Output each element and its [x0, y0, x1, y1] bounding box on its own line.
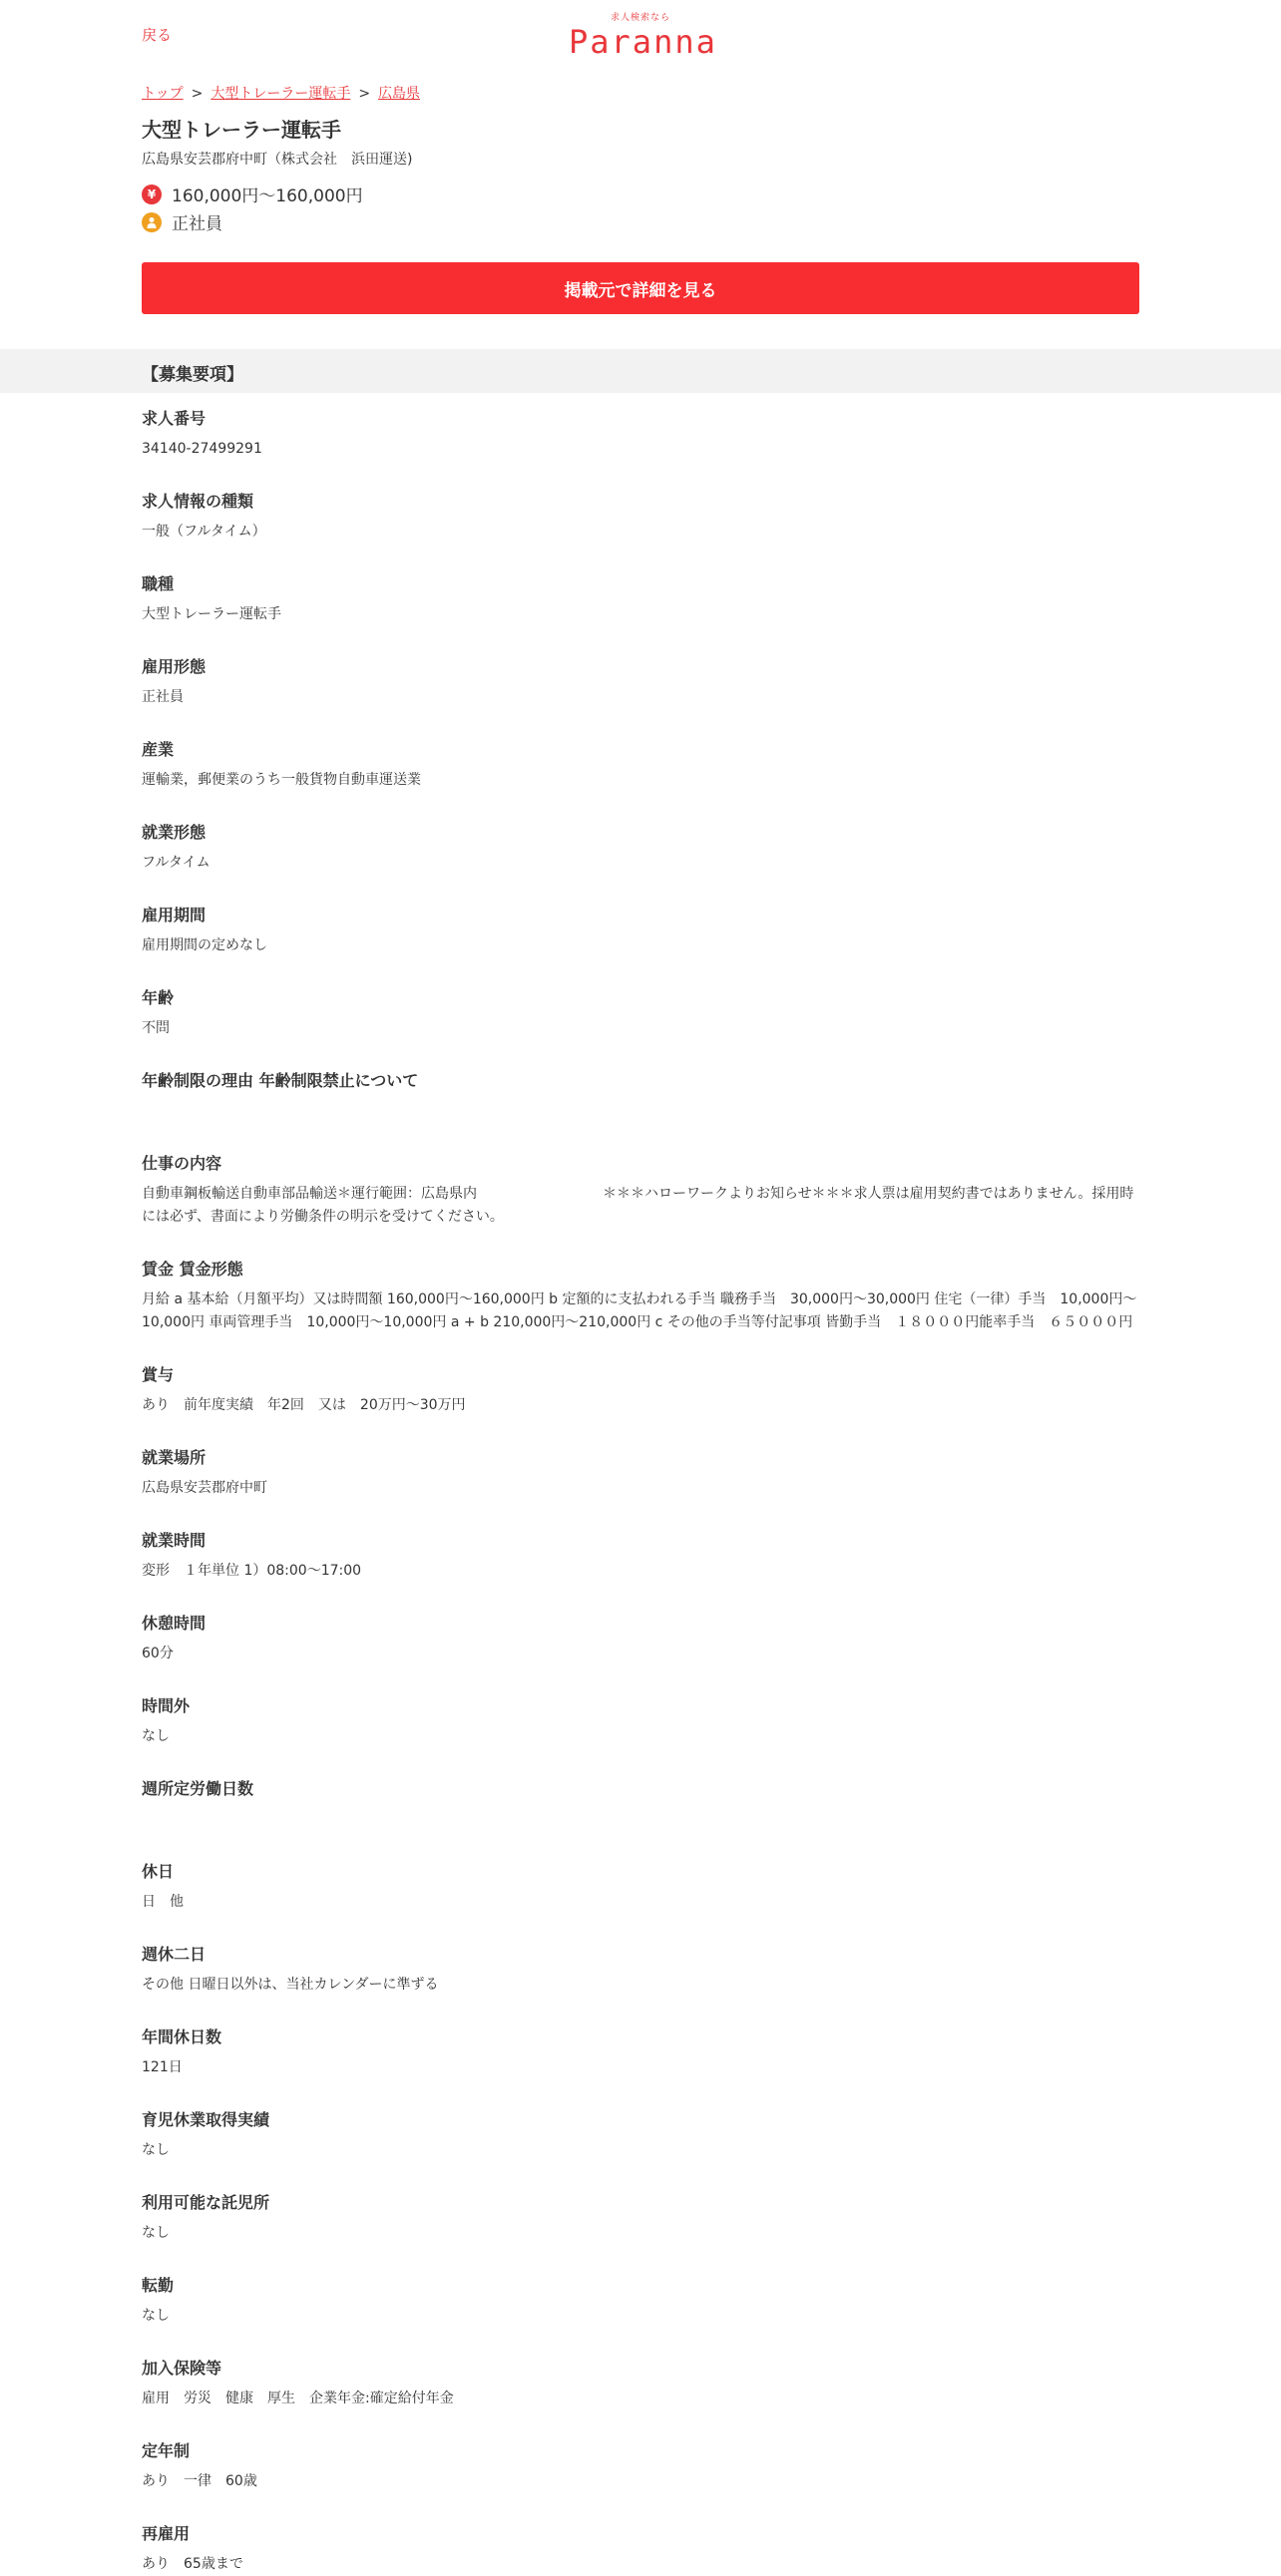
- company-location: 広島県安芸郡府中町（株式会社 浜田運送): [142, 152, 413, 168]
- field-label: 再雇用: [142, 2524, 191, 2543]
- field-label: 定年制: [142, 2441, 191, 2460]
- field-job-number: [142, 407, 1139, 461]
- field-label: 週休二日: [142, 1945, 207, 1964]
- field-insurance: [142, 2357, 1139, 2410]
- field-label: 求人番号: [142, 409, 207, 428]
- field-value: 不問: [142, 1020, 170, 1036]
- field-label: 育児休業取得実績: [142, 2110, 270, 2129]
- field-value: 34140-27499291: [142, 441, 262, 457]
- salary-row: [142, 182, 363, 206]
- field-value: 雇用 労災 健康 厚生 企業年金:確定給付年金: [142, 2391, 454, 2406]
- field-label: 求人情報の種類: [142, 492, 254, 511]
- field-work-style: [142, 821, 1139, 875]
- field-retirement-age: [142, 2439, 1139, 2493]
- field-label: 加入保険等: [142, 2359, 222, 2378]
- field-reemployment: [142, 2522, 1139, 2576]
- field-label: 時間外: [142, 1696, 191, 1715]
- field-label: 休日: [142, 1862, 175, 1881]
- field-label: 休憩時間: [142, 1614, 207, 1633]
- field-value: 日 他: [142, 1894, 184, 1910]
- field-value: 正社員: [142, 689, 184, 705]
- field-daycare: [142, 2191, 1139, 2245]
- breadcrumb-separator: >: [191, 86, 204, 102]
- field-label: 賃金 賃金形態: [142, 1260, 243, 1279]
- field-working-hours: [142, 1529, 1139, 1583]
- field-label: 週所定労働日数: [142, 1779, 254, 1798]
- field-age: [142, 986, 1139, 1040]
- section-title: 【募集要項】: [142, 365, 243, 385]
- back-link[interactable]: 戻る: [142, 26, 173, 44]
- field-break-time: [142, 1612, 1139, 1665]
- field-label: 産業: [142, 740, 175, 759]
- field-value: 60分: [142, 1646, 174, 1661]
- field-value: あり 一律 60歳: [142, 2473, 257, 2489]
- field-label: 賞与: [142, 1365, 175, 1384]
- field-label: 転勤: [142, 2276, 175, 2295]
- employment-row: [142, 209, 222, 234]
- logo-text: Paranna: [569, 23, 717, 61]
- field-holidays: [142, 1860, 1139, 1914]
- field-job-description: [142, 1152, 1139, 1229]
- field-value: あり 前年度実績 年2回 又は 20万円～30万円: [142, 1397, 466, 1413]
- field-value: 変形 １年単位 1）08:00～17:00: [142, 1563, 362, 1579]
- field-value: 自動車鋼板輸送自動車部品輸送＊運行範囲：広島県内 ＊＊＊ハローワークよりお知らせ＊＊＊求人票は雇用契約書ではありません。採用時には必ず、書面により労働条件の明示を受けてください。: [142, 1186, 1134, 1225]
- field-value: フルタイム: [142, 855, 211, 871]
- field-value: 広島県安芸郡府中町: [142, 1480, 267, 1496]
- employment-text: 正社員: [172, 214, 222, 234]
- field-transfer: [142, 2274, 1139, 2328]
- field-value: 運輸業，郵便業のうち一般貨物自動車運送業: [142, 772, 421, 788]
- field-label: 就業場所: [142, 1448, 207, 1467]
- field-work-location: [142, 1446, 1139, 1500]
- field-value: [142, 1808, 1139, 1831]
- breadcrumb-prefecture[interactable]: 広島県: [378, 86, 421, 102]
- field-label: 利用可能な託児所: [142, 2193, 270, 2212]
- field-annual-holidays: [142, 2025, 1139, 2079]
- field-listing-type: [142, 490, 1139, 544]
- field-label: 雇用形態: [142, 657, 207, 676]
- field-label: 年齢: [142, 988, 175, 1007]
- field-bonus: [142, 1363, 1139, 1417]
- field-value: 一般（フルタイム）: [142, 524, 266, 540]
- field-label: 職種: [142, 574, 175, 593]
- field-value: 大型トレーラー運転手: [142, 606, 281, 622]
- job-details: [142, 407, 1139, 2576]
- field-value: あり 65歳まで: [142, 2556, 243, 2572]
- field-childcare-leave: [142, 2108, 1139, 2162]
- header: [0, 0, 1281, 70]
- breadcrumb-top[interactable]: トップ: [142, 86, 184, 102]
- field-value: なし: [142, 1728, 170, 1744]
- field-label: 年齢制限の理由 年齢制限禁止について: [142, 1071, 419, 1090]
- field-two-day-weekend: [142, 1943, 1139, 1997]
- field-label: 雇用期間: [142, 906, 207, 924]
- field-weekly-workdays: [142, 1777, 1139, 1831]
- section-header: [0, 349, 1281, 393]
- field-industry: [142, 738, 1139, 792]
- person-icon: [142, 212, 162, 232]
- yen-icon: ¥: [142, 184, 162, 204]
- field-overtime: [142, 1694, 1139, 1748]
- field-wage: [142, 1258, 1139, 1334]
- field-value: 121日: [142, 2059, 183, 2075]
- field-occupation: [142, 572, 1139, 626]
- field-label: 就業形態: [142, 823, 207, 842]
- breadcrumb: [142, 83, 420, 103]
- field-value: なし: [142, 2225, 170, 2241]
- field-value: なし: [142, 2308, 170, 2324]
- salary-text: 160,000円～160,000円: [172, 186, 363, 206]
- field-value: なし: [142, 2142, 170, 2158]
- field-value: 雇用期間の定めなし: [142, 937, 267, 953]
- breadcrumb-job[interactable]: 大型トレーラー運転手: [211, 86, 351, 102]
- field-age-limit-reason: [142, 1069, 1139, 1123]
- field-employment-period: [142, 904, 1139, 957]
- breadcrumb-separator: >: [358, 86, 371, 102]
- field-value: 月給 a 基本給（月額平均）又は時間額 160,000円～160,000円 b 定額的に支払われる手当 職務手当 30,000円～30,000円 住宅（一律）手当 10,000円～10,000円 車両管理手当 10,000円～10,000円 a + b 210,000円～210,000円 c その他の手当等付記事項 皆勤手当 １８０００円能率手当 ６５０００円: [142, 1291, 1137, 1330]
- field-value: その他 日曜日以外は、当社カレンダーに準ずる: [142, 1977, 439, 1993]
- job-title: 大型トレーラー運転手: [142, 118, 341, 142]
- field-value: [142, 1100, 1139, 1123]
- logo-tagline: 求人検索なら: [610, 13, 670, 23]
- field-label: 年間休日数: [142, 2027, 222, 2046]
- field-label: 仕事の内容: [142, 1154, 222, 1173]
- view-source-button[interactable]: 掲載元で詳細を見る: [142, 262, 1139, 314]
- field-employment-type: [142, 655, 1139, 709]
- logo[interactable]: [569, 12, 717, 61]
- field-label: 就業時間: [142, 1531, 207, 1550]
